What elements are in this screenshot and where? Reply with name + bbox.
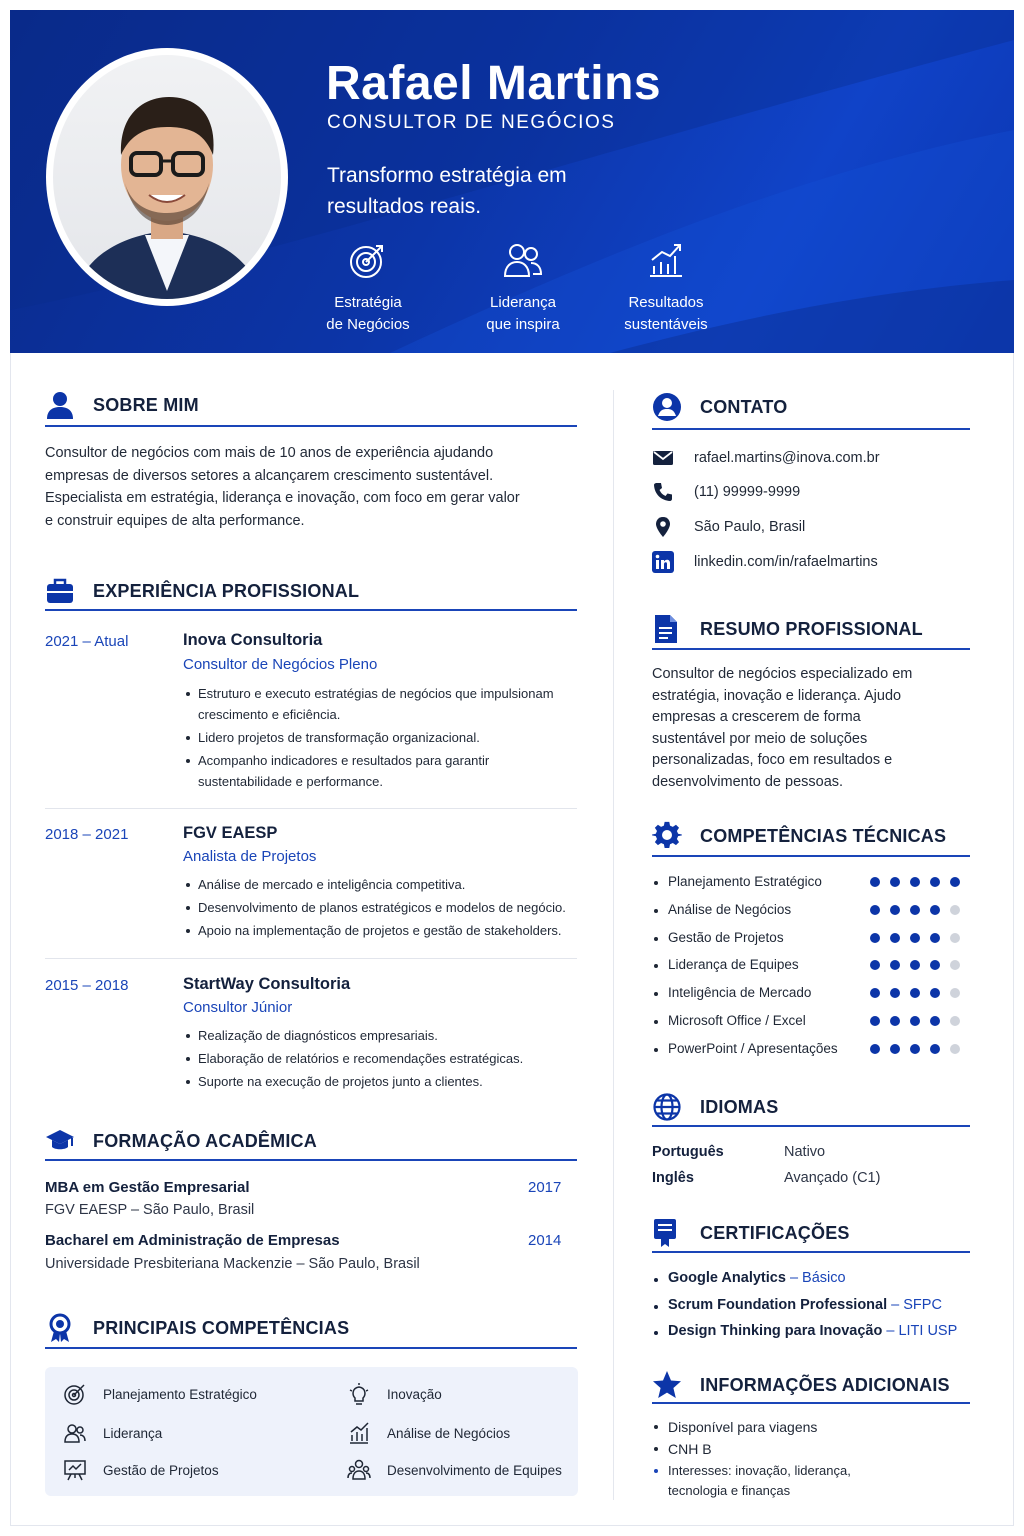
tech-skill-label: Planejamento Estratégico <box>652 874 822 889</box>
rating-dot <box>890 905 900 915</box>
contact-email-row[interactable] <box>652 447 880 469</box>
section-rule <box>45 609 577 611</box>
section-competencies-title: PRINCIPAIS COMPETÊNCIAS <box>45 1313 349 1343</box>
section-additional-title: INFORMAÇÕES ADICIONAIS <box>652 1370 950 1400</box>
tech-skill-label: Análise de Negócios <box>652 902 791 917</box>
education-institution: FGV EAESP – São Paulo, Brasil <box>45 1202 255 1218</box>
competency-item: Análise de Negócios <box>347 1421 510 1445</box>
certificate-icon <box>652 1218 682 1248</box>
contact-phone[interactable]: (11) 99999-9999 <box>694 484 801 500</box>
linkedin-icon <box>652 551 674 573</box>
tech-skill-label: Liderança de Equipes <box>652 957 799 972</box>
section-languages-title: IDIOMAS <box>652 1092 778 1122</box>
section-about-title: SOBRE MIM <box>45 390 199 420</box>
section-rule <box>45 1159 577 1161</box>
rating-dot <box>950 988 960 998</box>
competency-item: Liderança <box>63 1421 162 1445</box>
target-icon <box>348 240 388 280</box>
experience-role: Consultor de Negócios Pleno <box>183 656 378 673</box>
section-rule <box>45 1347 577 1349</box>
contact-linkedin[interactable]: linkedin.com/in/rafaelmartins <box>694 554 878 570</box>
tech-skill-label: Inteligência de Mercado <box>652 985 811 1000</box>
additional-info-item: CNH B <box>652 1439 712 1459</box>
rating-dot <box>950 933 960 943</box>
experience-bullets <box>183 1025 583 1094</box>
experience-bullet: Análise de mercado e inteligência competitiva. <box>183 874 583 895</box>
contact-linkedin-row[interactable] <box>652 551 878 573</box>
rating-dot <box>890 1044 900 1054</box>
competency-item: Inovação <box>347 1382 442 1406</box>
person-role: CONSULTOR DE NEGÓCIOS <box>327 112 616 133</box>
education-degree: Bacharel em Administração de Empresas <box>45 1232 340 1249</box>
additional-interests: Interesses: inovação, liderança, tecnologia e finanças <box>652 1461 942 1500</box>
tech-skill-label: PowerPoint / Apresentações <box>652 1041 838 1056</box>
skill-rating <box>870 1016 970 1026</box>
rating-dot <box>890 877 900 887</box>
tagline: Transformo estratégia em resultados reais. <box>327 164 567 218</box>
rating-dot <box>870 960 880 970</box>
language-name: Português <box>652 1144 724 1160</box>
rating-dot <box>930 960 940 970</box>
education-year: 2017 <box>528 1179 562 1196</box>
user-circle-icon <box>652 392 682 422</box>
highlight-line1: Liderança <box>490 294 556 311</box>
people-icon <box>63 1421 87 1445</box>
rating-dot <box>890 1016 900 1026</box>
profile-photo <box>53 55 281 299</box>
additional-info-item: Disponível para viagens <box>652 1417 817 1437</box>
experience-bullet: Suporte na execução de projetos junto a clientes. <box>183 1071 583 1092</box>
experience-period: 2015 – 2018 <box>45 977 129 994</box>
gear-icon <box>652 821 682 851</box>
competency-item: Gestão de Projetos <box>63 1458 219 1482</box>
skill-rating <box>870 988 970 998</box>
rating-dot <box>950 877 960 887</box>
section-summary-title: RESUMO PROFISSIONAL <box>652 614 923 644</box>
competency-item: Planejamento Estratégico <box>63 1382 257 1406</box>
rating-dot <box>910 960 920 970</box>
tech-skill-label: Gestão de Projetos <box>652 930 784 945</box>
document-icon <box>652 614 682 644</box>
rating-dot <box>870 933 880 943</box>
section-education-title: FORMAÇÃO ACADÊMICA <box>45 1126 317 1156</box>
experience-separator <box>45 808 577 809</box>
highlight-line2: de Negócios <box>326 316 410 333</box>
rating-dot <box>910 933 920 943</box>
presentation-board-icon <box>63 1458 87 1482</box>
experience-bullet: Desenvolvimento de planos estratégicos e modelos de negócio. <box>183 897 583 918</box>
highlight-strategy <box>303 240 433 336</box>
section-rule <box>652 855 970 857</box>
experience-company: Inova Consultoria <box>183 631 323 649</box>
certification-item: Design Thinking para Inovação – LITI USP <box>652 1323 957 1339</box>
experience-role: Analista de Projetos <box>183 848 317 865</box>
rating-dot <box>910 905 920 915</box>
rating-dot <box>870 1016 880 1026</box>
rating-dot <box>930 877 940 887</box>
rating-dot <box>950 1016 960 1026</box>
contact-phone-row[interactable] <box>652 481 800 503</box>
rating-dot <box>890 988 900 998</box>
tech-skill-label: Microsoft Office / Excel <box>652 1013 806 1028</box>
rating-dot <box>910 988 920 998</box>
rating-dot <box>870 988 880 998</box>
section-rule <box>652 1125 970 1127</box>
highlight-leadership <box>458 240 588 336</box>
section-tech-skills-title: COMPETÊNCIAS TÉCNICAS <box>652 821 946 851</box>
globe-icon <box>652 1092 682 1122</box>
section-rule <box>652 1402 970 1404</box>
education-institution: Universidade Presbiteriana Mackenzie – São Paulo, Brasil <box>45 1256 420 1272</box>
skill-rating <box>870 905 970 915</box>
highlight-line1: Estratégia <box>334 294 402 311</box>
experience-bullet: Realização de diagnósticos empresariais. <box>183 1025 583 1046</box>
experience-bullets <box>183 683 583 794</box>
star-icon <box>652 1370 682 1400</box>
experience-period: 2018 – 2021 <box>45 826 129 843</box>
resume-header <box>10 10 1014 353</box>
rating-dot <box>910 1044 920 1054</box>
bar-chart-icon <box>347 1421 371 1445</box>
highlight-line1: Resultados <box>628 294 704 311</box>
graduation-cap-icon <box>45 1126 75 1156</box>
column-divider <box>613 390 614 1500</box>
rating-dot <box>910 1016 920 1026</box>
summary-text: Consultor de negócios especializado em estratégia, inovação e liderança. Ajudo empresas a crescerem de forma sustentável por meio de soluções personalizadas, foco em resultados e desenvolvimento de pessoas. <box>652 666 913 790</box>
section-experience-title: EXPERIÊNCIA PROFISSIONAL <box>45 576 359 606</box>
about-text: Consultor de negócios com mais de 10 anos de experiência ajudando empresas de diversos setores a alcançarem crescimento sustentável. Especialista em estratégia, liderança e inovação, com foco em gerar valor e construir equipes de alta performance. <box>45 445 520 529</box>
rating-dot <box>930 1044 940 1054</box>
rating-dot <box>950 905 960 915</box>
rating-dot <box>910 877 920 887</box>
section-contact-title: CONTATO <box>652 392 787 422</box>
certification-item: Scrum Foundation Professional – SFPC <box>652 1297 942 1313</box>
skill-rating <box>870 877 970 887</box>
person-icon <box>45 390 75 420</box>
rating-dot <box>930 988 940 998</box>
briefcase-icon <box>45 576 75 606</box>
highlight-line2: sustentáveis <box>624 316 708 333</box>
target-icon <box>63 1382 87 1406</box>
skill-rating <box>870 960 970 970</box>
experience-bullet: Elaboração de relatórios e recomendações estratégicas. <box>183 1048 583 1069</box>
mail-icon <box>652 447 674 469</box>
growth-chart-icon <box>646 240 686 280</box>
phone-icon <box>652 481 674 503</box>
contact-location: São Paulo, Brasil <box>694 519 806 535</box>
experience-separator <box>45 958 577 959</box>
language-level: Avançado (C1) <box>784 1170 881 1186</box>
rating-dot <box>870 905 880 915</box>
contact-email[interactable]: rafael.martins@inova.com.br <box>694 450 880 466</box>
award-ribbon-icon <box>45 1313 75 1343</box>
rating-dot <box>930 905 940 915</box>
rating-dot <box>930 1016 940 1026</box>
experience-period: 2021 – Atual <box>45 633 129 650</box>
rating-dot <box>930 933 940 943</box>
language-name: Inglês <box>652 1170 694 1186</box>
people-icon <box>503 240 543 280</box>
certification-item: Google Analytics – Básico <box>652 1270 846 1286</box>
rating-dot <box>890 960 900 970</box>
rating-dot <box>870 1044 880 1054</box>
rating-dot <box>950 960 960 970</box>
section-certifications-title: CERTIFICAÇÕES <box>652 1218 850 1248</box>
person-name: Rafael Martins <box>326 57 662 110</box>
section-rule <box>652 428 970 430</box>
skill-rating <box>870 933 970 943</box>
experience-bullets <box>183 874 583 943</box>
experience-bullet: Apoio na implementação de projetos e gestão de stakeholders. <box>183 920 583 941</box>
section-rule <box>45 425 577 427</box>
education-year: 2014 <box>528 1232 562 1249</box>
experience-bullet: Estruturo e executo estratégias de negócios que impulsionam crescimento e eficiência. <box>183 683 583 725</box>
experience-bullet: Acompanho indicadores e resultados para garantir sustentabilidade e performance. <box>183 750 583 792</box>
competency-item: Desenvolvimento de Equipes <box>347 1458 562 1482</box>
location-pin-icon <box>652 516 674 538</box>
contact-location-row <box>652 516 805 538</box>
experience-bullet: Lidero projetos de transformação organizacional. <box>183 727 583 748</box>
rating-dot <box>950 1044 960 1054</box>
skill-rating <box>870 1044 970 1054</box>
education-degree: MBA em Gestão Empresarial <box>45 1179 250 1196</box>
experience-role: Consultor Júnior <box>183 999 293 1016</box>
lightbulb-icon <box>347 1382 371 1406</box>
experience-company: StartWay Consultoria <box>183 975 351 993</box>
highlight-results <box>601 240 731 336</box>
team-icon <box>347 1458 371 1482</box>
section-rule <box>652 648 970 650</box>
rating-dot <box>890 933 900 943</box>
experience-company: FGV EAESP <box>183 824 278 842</box>
language-level: Nativo <box>784 1144 826 1160</box>
section-rule <box>652 1251 970 1253</box>
rating-dot <box>870 877 880 887</box>
highlight-line2: que inspira <box>486 316 560 333</box>
